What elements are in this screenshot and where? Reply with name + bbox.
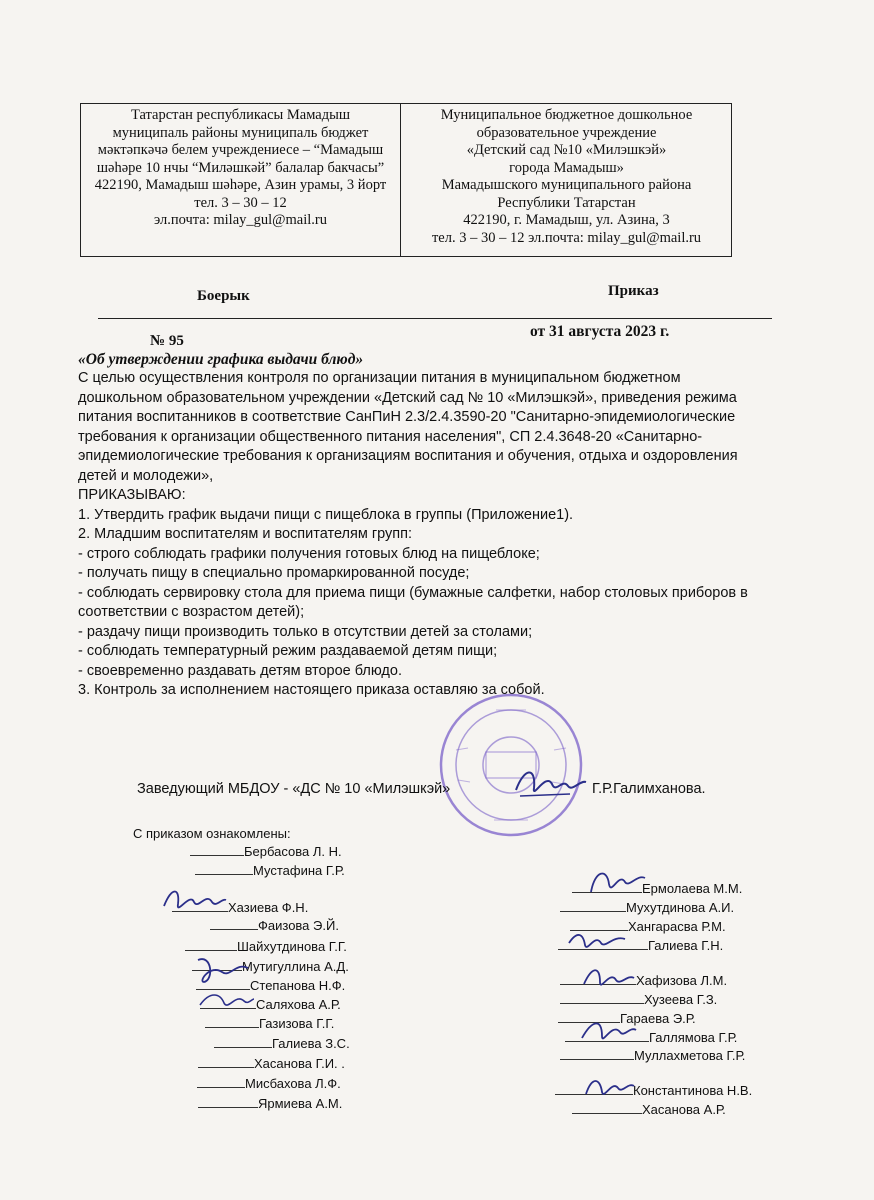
handwritten-signature: [580, 1070, 636, 1104]
body-line: - своевременно раздавать детям второе блюдо.: [78, 662, 402, 679]
staff-entry: [195, 862, 345, 878]
body-line: - соблюдать температурный режим раздаваемой детям пищи;: [78, 643, 498, 659]
staff-name: Хасанова Г.И. .: [254, 1056, 345, 1071]
letterhead-line: Муниципальное бюджетное дошкольное: [440, 107, 693, 123]
staff-name: Галиева З.С.: [272, 1036, 350, 1051]
staff-name: Галиева Г.Н.: [648, 938, 724, 953]
letterhead-line: города Мамадыш»: [509, 159, 624, 176]
letterhead-russian: [402, 104, 731, 256]
divider: [98, 318, 772, 319]
staff-entry: [198, 1055, 345, 1071]
body-line: ПРИКАЗЫВАЮ:: [78, 487, 186, 503]
handwritten-signature: [585, 862, 649, 902]
order-subject: «Об утверждении графика выдачи блюд»: [78, 351, 364, 368]
title-tatar: Боерык: [197, 288, 250, 304]
letterhead-line: Татарстан республикасы Мамадыш: [130, 107, 351, 123]
letterhead-line: тел. 3 – 30 – 12: [194, 194, 287, 211]
body-line: 1. Утвердить график выдачи пищи с пищеблока в группы (Приложение1).: [78, 506, 574, 523]
staff-entry: [214, 1035, 350, 1051]
staff-name: Мисбахова Л.Ф.: [245, 1076, 341, 1091]
director-signature: [510, 760, 590, 808]
staff-name: Мутигуллина А.Д.: [242, 959, 349, 974]
acquainted-label: С приказом ознакомлены:: [133, 826, 291, 841]
letterhead-line: шәһәре 10 нчы “Миләшкәй” балалар бакчасы”: [96, 159, 385, 176]
body-line: 3. Контроль за исполнением настоящего приказа оставляю за собой.: [78, 682, 545, 698]
staff-entry: [210, 917, 339, 933]
body-line: - соблюдать сервировку стола для приема пищи (бумажные салфетки, набор столовых приборов в: [78, 584, 748, 601]
handwritten-signature: [578, 1010, 638, 1050]
order-date: от 31 августа 2023 г.: [530, 323, 670, 340]
letterhead-line: Мамадышского муниципального района: [441, 177, 692, 193]
letterhead-line: 422190, г. Мамадыш, ул. Азина, 3: [463, 212, 670, 228]
staff-name: Хафизова Л.М.: [636, 973, 728, 988]
body-line: соответствии с возрастом детей);: [78, 604, 305, 620]
letterhead-box: [80, 103, 732, 257]
letterhead-line: Республики Татарстан: [497, 194, 636, 211]
letterhead-tatar: [81, 104, 401, 256]
staff-name: Фаизова Э.Й.: [258, 918, 339, 933]
handwritten-signature: [196, 985, 256, 1015]
letterhead-line: муниципаль районы муниципаль бюджет: [112, 124, 369, 141]
staff-name: Газизова Г.Г.: [259, 1016, 335, 1031]
handwritten-signature: [578, 960, 638, 994]
staff-entry: [190, 843, 342, 859]
title-russian: Приказ: [608, 283, 659, 299]
letterhead-line: эл.почта: milay_gul@mail.ru: [154, 212, 327, 228]
staff-name: Хазиева Ф.Н.: [228, 900, 309, 915]
staff-entry: [205, 1015, 334, 1031]
letterhead-line: 422190, Мамадыш шәһәре, Азин урамы, 3 йорт: [94, 177, 387, 193]
staff-name: Мухутдинова А.И.: [626, 900, 735, 915]
body-line: - раздачу пищи производить только в отсутствии детей за столами;: [78, 623, 533, 640]
staff-name: Ермолаева М.М.: [642, 881, 743, 896]
handwritten-signature: [192, 950, 252, 990]
body-line: - строго соблюдать графики получения готовых блюд на пищеблоке;: [78, 545, 540, 562]
body-line: питания воспитанников в соответствие СанПиН 2.3/2.4.3590-20 "Санитарно-эпидемиологические: [78, 409, 736, 425]
staff-name: Хангарасва Р.М.: [628, 919, 726, 934]
staff-name: Хасанова А.Р.: [642, 1102, 726, 1117]
staff-name: Бербасова Л. Н.: [244, 844, 342, 859]
staff-entry: [197, 1075, 341, 1091]
staff-name: Шайхутдинова Г.Г.: [237, 939, 347, 954]
staff-name: Степанова Н.Ф.: [250, 978, 346, 993]
body-line: детей и молодежи»,: [78, 467, 214, 484]
body-line: дошкольном образовательном учреждении «Детский сад № 10 «Милэшкэй», приведения режима: [78, 389, 737, 406]
director-name: Г.Р.Галимханова.: [592, 781, 706, 797]
staff-name: Мустафина Г.Р.: [253, 863, 345, 878]
handwritten-signature: [160, 882, 230, 918]
order-body: [78, 369, 778, 701]
staff-name: Ярмиева А.М.: [258, 1096, 343, 1111]
letterhead-line: тел. 3 – 30 – 12 эл.почта: milay_gul@mail.ru: [431, 229, 702, 246]
letterhead-line: мәктәпкәчә белем учреждениесе – “Мамадыш: [97, 142, 384, 158]
body-line: 2. Младшим воспитателям и воспитателям групп:: [78, 526, 413, 542]
staff-name: Хузеева Г.З.: [644, 992, 718, 1007]
handwritten-signature: [565, 925, 629, 955]
letterhead-line: образовательное учреждение: [476, 124, 657, 141]
body-line: требования к организации общественного питания населения", СП 2.4.3648-20 «Санитарно-: [78, 428, 703, 445]
staff-entry: [198, 1095, 342, 1111]
staff-name: Гараева Э.Р.: [620, 1011, 696, 1026]
staff-name: Саляхова А.Р.: [256, 997, 341, 1012]
order-number: № 95: [150, 333, 184, 349]
staff-name: Константинова Н.В.: [633, 1083, 753, 1098]
body-line: эпидемиологические требования к организациям воспитания и обучения, отдыха и оздоровления: [78, 448, 738, 464]
staff-name: Муллахметова Г.Р.: [634, 1048, 746, 1063]
director-position: Заведующий МБДОУ - «ДС № 10 «Милэшкэй»: [137, 781, 451, 797]
body-line: - получать пищу в специально промаркированной посуде;: [78, 565, 470, 581]
body-line: С целью осуществления контроля по организации питания в муниципальном бюджетном: [78, 370, 681, 386]
staff-name: Галлямова Г.Р.: [649, 1030, 738, 1045]
letterhead-line: «Детский сад №10 «Милэшкэй»: [466, 142, 667, 158]
